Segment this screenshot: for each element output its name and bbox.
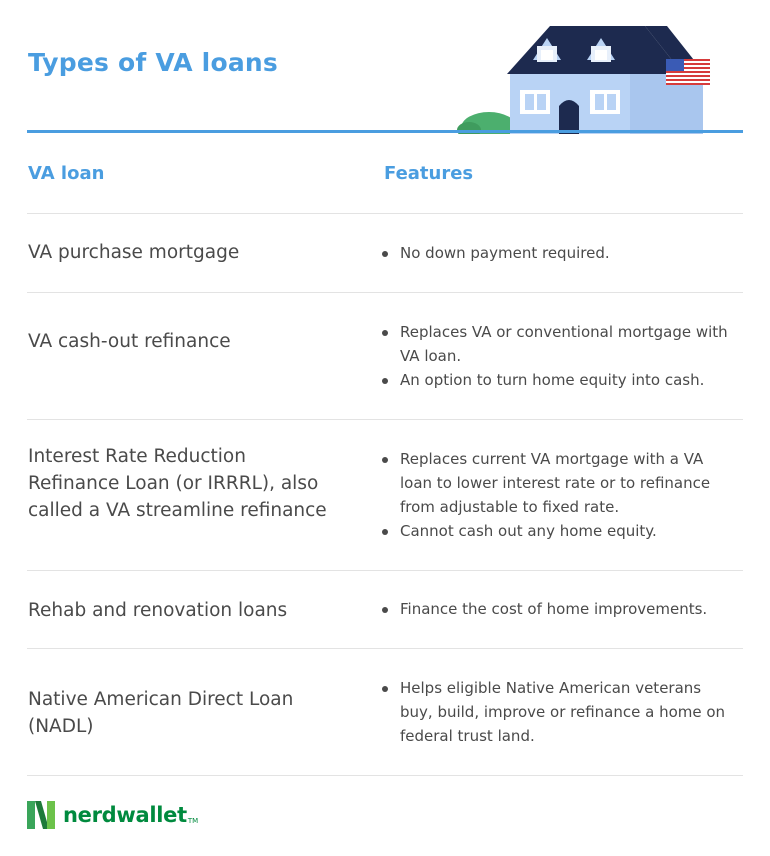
loan-name: Native American Direct Loan (NADL) [28,689,294,737]
brand-logo [27,801,198,829]
row-divider [27,570,743,571]
feature-item: Cannot cash out any home equity. [380,519,730,543]
column-header-loan: VA loan [28,163,105,184]
brand-trademark: TM [187,817,199,825]
feature-list [380,241,730,265]
header-divider [27,130,743,133]
us-flag-icon [666,59,710,85]
loan-name: VA purchase mortgage [28,242,240,263]
feature-item: Finance the cost of home improvements. [380,597,730,621]
row-divider [27,775,743,776]
row-divider [27,419,743,420]
brand-name: nerdwallet [63,803,187,827]
loan-name: Rehab and renovation loans [28,600,288,621]
row-divider [27,213,743,214]
feature-item: No down payment required. [380,241,730,265]
feature-list [380,320,730,392]
loan-name: Interest Rate Reduction Refinance Loan (or IRRRL), also called a VA streamline refinance [28,446,327,521]
loan-name: VA cash-out refinance [28,331,231,352]
row-divider [27,648,743,649]
feature-item: An option to turn home equity into cash. [380,368,730,392]
feature-list [380,597,730,621]
feature-item: Replaces current VA mortgage with a VA loan to lower interest rate or to refinance from adjustable to fixed rate. [380,447,730,519]
feature-list [380,676,730,748]
feature-item: Helps eligible Native American veterans buy, build, improve or refinance a home on federal trust land. [380,676,730,748]
page-title: Types of VA loans [28,48,278,77]
nerdwallet-logo-icon [27,801,55,829]
feature-item: Replaces VA or conventional mortgage with VA loan. [380,320,730,368]
row-divider [27,292,743,293]
feature-list [380,447,730,543]
column-header-features: Features [384,163,474,184]
